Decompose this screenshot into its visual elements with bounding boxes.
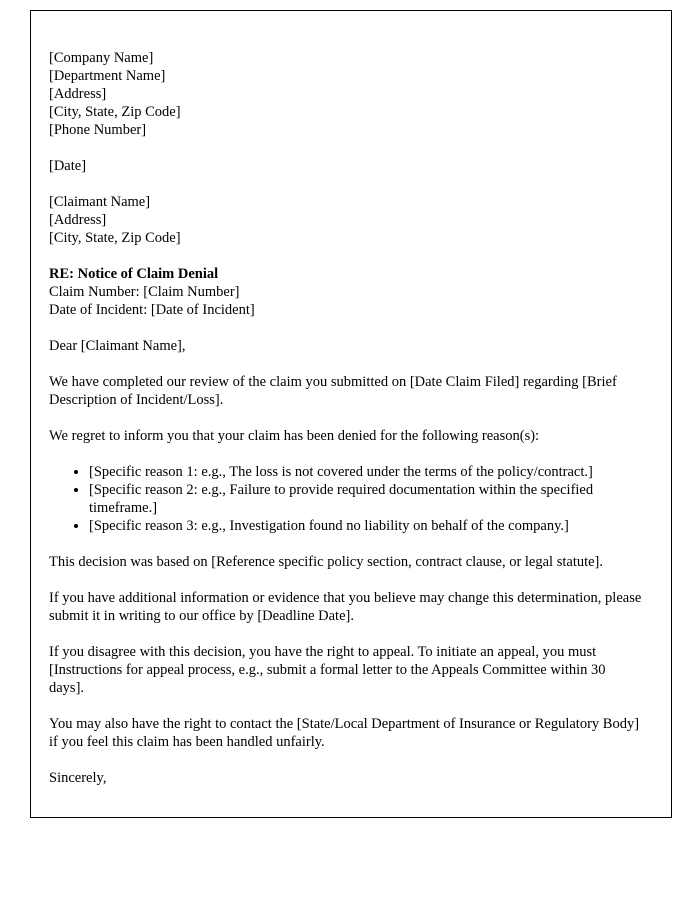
claim-number-line: Claim Number: [Claim Number]: [49, 284, 240, 300]
paragraph-decision-basis: This decision was based on [Reference specific policy section, contract clause, or legal statute].: [49, 554, 604, 570]
letter-date: [Date]: [49, 158, 87, 174]
denial-reason-1: • [Specific reason 1: e.g., The loss is not covered under the terms of the policy/contract.]: [89, 463, 643, 481]
paragraph-additional-info: If you have additional information or evidence that you believe may change this determination, please submit it in writing to our office by [Deadline Date].: [49, 590, 642, 624]
recipient-name: [Claimant Name]: [49, 194, 151, 210]
denial-reasons-list: [49, 463, 643, 535]
sender-phone: [Phone Number]: [49, 122, 147, 138]
letter-page: [30, 10, 672, 818]
sender-city-state-zip: [City, State, Zip Code]: [49, 104, 181, 120]
closing: Sincerely,: [49, 770, 107, 786]
salutation: Dear [Claimant Name],: [49, 338, 186, 354]
denial-reason-2: • [Specific reason 2: e.g., Failure to provide required documentation within the specified timeframe.]: [89, 481, 643, 517]
sender-address: [Address]: [49, 86, 107, 102]
recipient-city-state-zip: [City, State, Zip Code]: [49, 230, 181, 246]
paragraph-review: We have completed our review of the claim you submitted on [Date Claim Filed] regarding [Brief Description of Incident/Loss].: [49, 374, 617, 408]
paragraph-regulatory: You may also have the right to contact the [State/Local Department of Insurance or Regulatory Body] if you feel this claim has been handled unfairly.: [49, 716, 640, 750]
recipient-address-block: [49, 193, 643, 247]
paragraph-denial: We regret to inform you that your claim has been denied for the following reason(s):: [49, 428, 540, 444]
sender-address-block: [49, 49, 643, 139]
sender-company-name: [Company Name]: [49, 50, 154, 66]
sender-department-name: [Department Name]: [49, 68, 166, 84]
recipient-address: [Address]: [49, 212, 107, 228]
date-block: [49, 157, 643, 175]
subject-block: [49, 265, 643, 319]
paragraph-appeal: If you disagree with this decision, you have the right to appeal. To initiate an appeal, you must [Instructions for appeal process, e.g., submit a formal letter to the Appeals Committee within 30 days].: [49, 644, 606, 696]
subject-line: RE: Notice of Claim Denial: [49, 266, 219, 282]
denial-reason-3: • [Specific reason 3: e.g., Investigation found no liability on behalf of the company.]: [89, 517, 643, 535]
incident-date-line: Date of Incident: [Date of Incident]: [49, 302, 255, 318]
